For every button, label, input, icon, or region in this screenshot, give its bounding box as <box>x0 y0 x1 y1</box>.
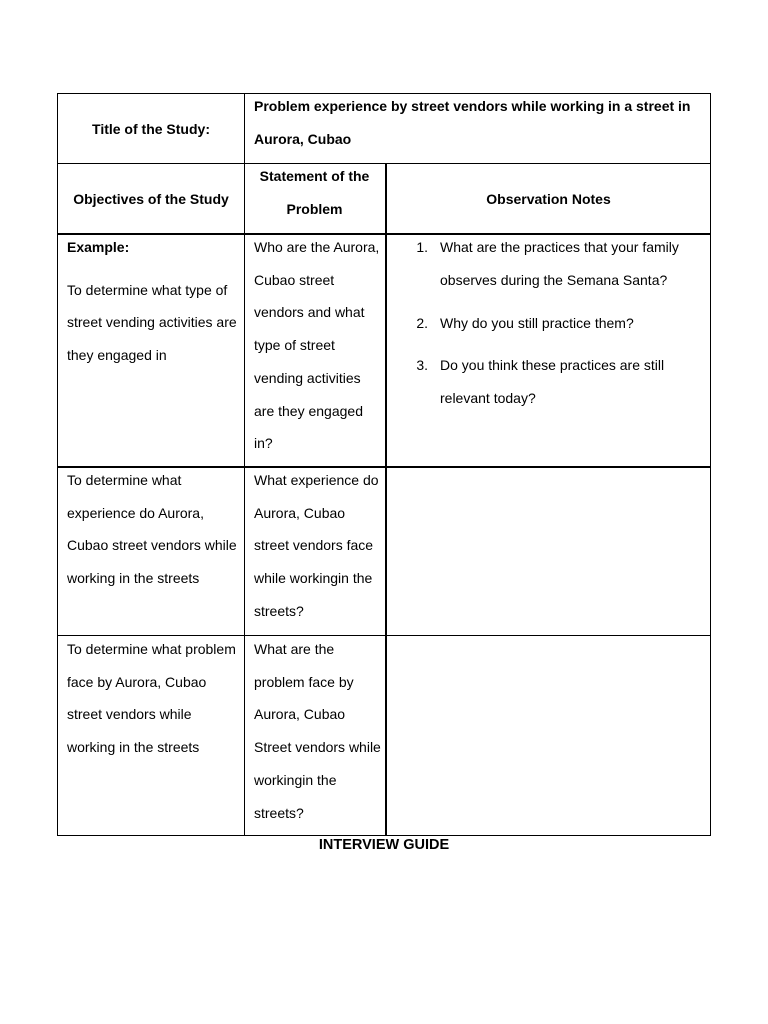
statement-text: What experience do Aurora, Cubao street vendors face while workingin the streets? <box>254 472 379 619</box>
header-statement: Statement of the Problem <box>259 168 370 217</box>
header-objectives: Objectives of the Study <box>73 190 229 207</box>
observation-notes-empty[interactable] <box>387 636 710 835</box>
example-label: Example: <box>67 239 130 255</box>
list-number: 1. <box>416 239 428 255</box>
document-caption: INTERVIEW GUIDE <box>318 837 450 853</box>
list-text: Do you think these practices are still relevant today? <box>440 357 665 406</box>
list-text: Why do you still practice them? <box>440 315 634 331</box>
objective-text: To determine what type of street vending activities are they engaged in <box>67 281 237 364</box>
statement-text: What are the problem face by Aurora, Cubao Street vendors while workingin the streets? <box>254 641 381 821</box>
statement-text: Who are the Aurora, Cubao street vendors and what type of street vending activities are they engaged in? <box>254 239 380 452</box>
list-number: 2. <box>416 315 428 331</box>
title-label: Title of the Study: <box>92 120 210 137</box>
observation-notes-empty[interactable] <box>387 468 710 635</box>
objective-cell <box>67 231 243 372</box>
header-notes: Observation Notes <box>486 190 611 207</box>
table-border-right <box>710 93 711 836</box>
title-value: Problem experience by street vendors while working in a street in Aurora, Cubao <box>254 98 691 147</box>
table-border-bottom <box>57 835 711 836</box>
list-number: 3. <box>416 357 428 373</box>
table-divider <box>244 93 245 836</box>
objective-text: To determine what problem face by Aurora, Cubao street vendors while working in the streets <box>67 641 236 756</box>
observation-notes-list <box>408 231 703 466</box>
list-text: What are the practices that your family observes during the Semana Santa? <box>440 239 679 288</box>
objective-text: To determine what experience do Aurora, Cubao street vendors while working in the streets <box>67 472 237 587</box>
